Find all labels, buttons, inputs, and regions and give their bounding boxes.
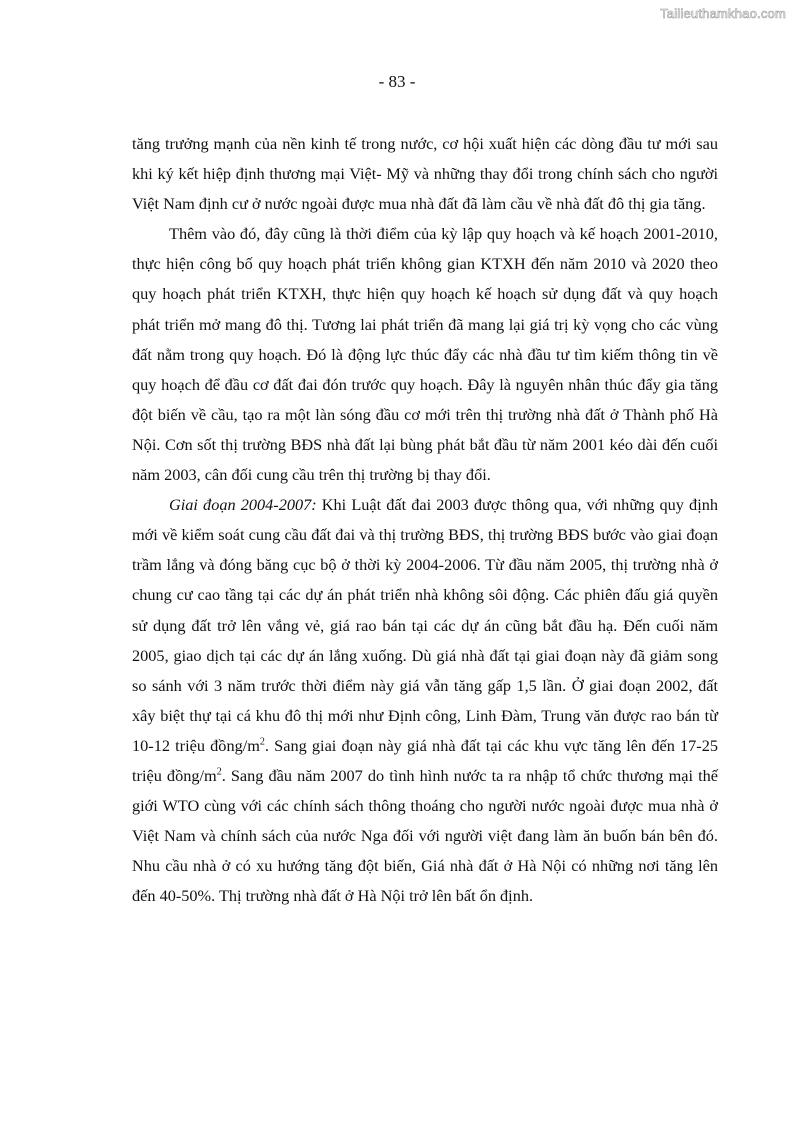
page-body bbox=[132, 129, 718, 911]
superscript-square: 2 bbox=[216, 766, 222, 778]
paragraph-planning: Thêm vào đó, đây cũng là thời điểm của kỳ lập quy hoạch và kế hoạch 2001-2010, thực hiện công bố quy hoạch phát triển không gian KTXH đến năm 2010 và 2020 theo quy hoạch phát triển KTXH, thực hiện quy hoạch kế hoạch sử dụng đất và quy hoạch phát triển mở mang đô thị. Tương lai phát triển đã mang lại giá trị kỳ vọng cho các vùng đất nằm trong quy hoạch. Đó là động lực thúc đẩy các nhà đầu tư tìm kiếm thông tin về quy hoạch để đầu cơ đất đai đón trước quy hoạch. Đây là nguyên nhân thúc đẩy gia tăng đột biến về cầu, tạo ra một làn sóng đầu cơ mới trên thị trường nhà đất ở Thành phố Hà Nội. Cơn sốt thị trường BĐS nhà đất lại bùng phát bắt đầu từ năm 2001 kéo dài đến cuối năm 2003, cân đối cung cầu trên thị trường bị thay đổi. bbox=[132, 224, 718, 485]
page-number: - 83 - bbox=[378, 72, 416, 91]
paragraph-continuation: tăng trưởng mạnh của nền kinh tế trong nước, cơ hội xuất hiện các dòng đầu tư mới sau khi ký kết hiệp định thương mại Việt- Mỹ và những thay đổi trong chính sách cho người Việt Nam định cư ở nước ngoài được mua nhà đất đã làm cầu về nhà đất đô thị gia tăng. bbox=[132, 134, 718, 214]
paragraph-period-2004-2007 bbox=[132, 490, 718, 911]
paragraph-text-2: . Sang giai đoạn này giá nhà đất tại các khu vực tăng lên đến 17-25 triệu đồng/m bbox=[132, 735, 718, 785]
period-heading: Giai đoạn 2004-2007: bbox=[169, 495, 317, 515]
watermark: Tailieuthamkhao.com bbox=[660, 6, 786, 21]
superscript-square: 2 bbox=[259, 736, 265, 748]
paragraph-text-3: . Sang đầu năm 2007 do tình hình nước ta ra nhập tổ chức thương mại thế giới WTO cùng với các chính sách thông thoáng cho người nước ngoài được mua nhà ở Việt Nam và chính sách của nước Nga đối với người việt đang làm ăn buốn bán bên đó. Nhu cầu nhà ở có xu hướng tăng đột biến, Giá nhà đất ở Hà Nội có những nơi tăng lên đến 40-50%. Thị trường nhà đất ở Hà Nội trở lên bất ổn định. bbox=[132, 765, 719, 906]
paragraph-text-1: Khi Luật đất đai 2003 được thông qua, với những quy định mới về kiểm soát cung cầu đất đai và thị trường BĐS, thị trường BĐS bước vào giai đoạn trầm lắng và đóng băng cục bộ ở thời kỳ 2004-2006. Từ đầu năm 2005, thị trường nhà ở chung cư cao tầng tại các dự án phát triển nhà không sôi động. Các phiên đấu giá quyền sử dụng đất trở lên vắng vẻ, giá rao bán tại các dự án cũng bắt đầu hạ. Đến cuối năm 2005, giao dịch tại các dự án lắng xuống. Dù giá nhà đất tại giai đoạn này đã giảm song so sánh với 3 năm trước thời điểm này giá vẫn tăng gấp 1,5 lần. Ở giai đoạn 2002, đất xây biệt thự tại cá khu đô thị mới như Định công, Linh Đàm, Trung văn được rao bán từ 10-12 triệu đồng/m bbox=[132, 495, 718, 755]
